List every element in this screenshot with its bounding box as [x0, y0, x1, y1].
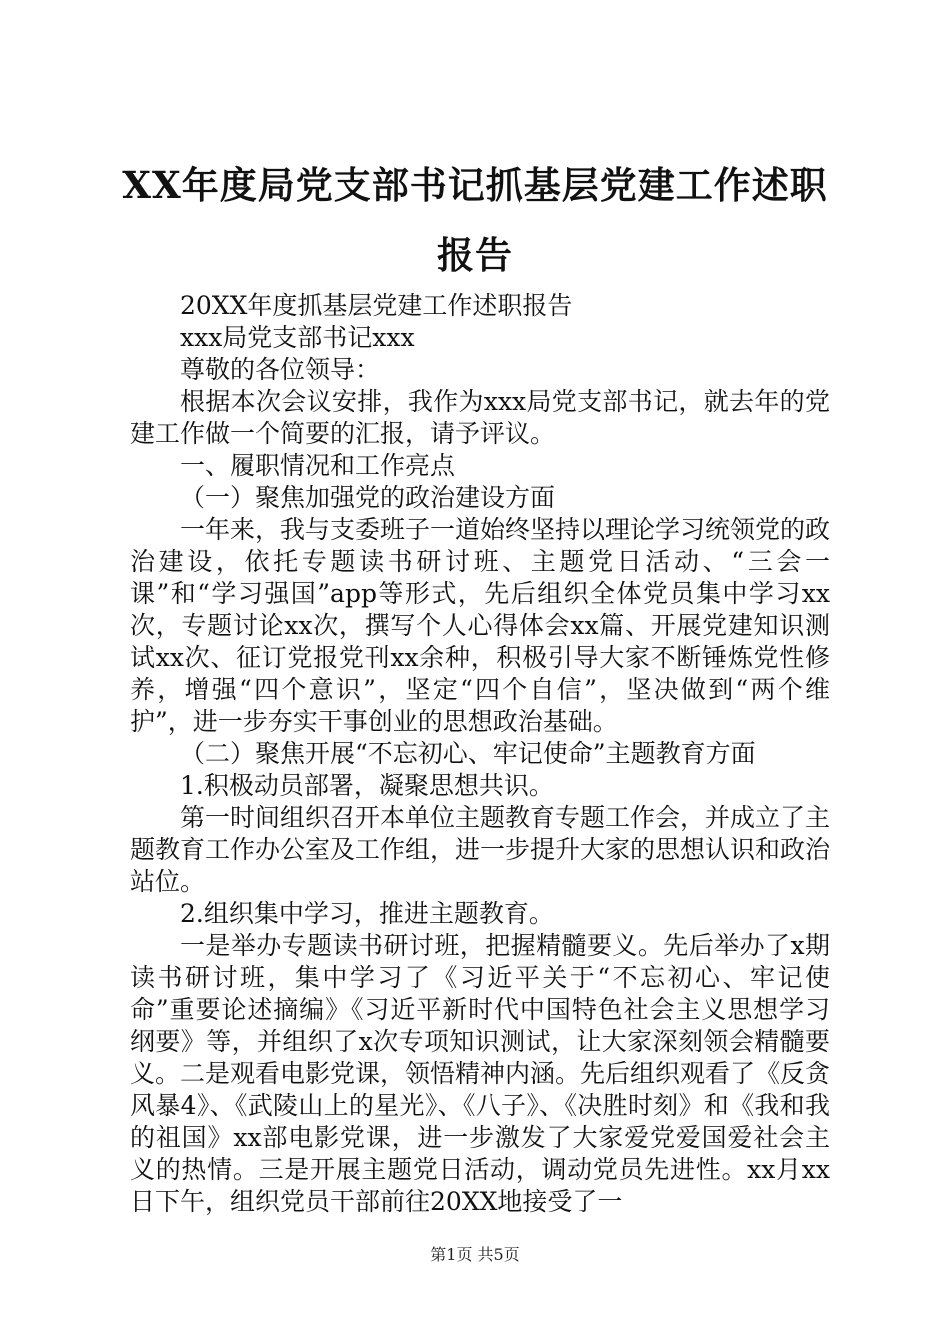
paragraph: 20XX年度抓基层党建工作述职报告 — [180, 291, 573, 320]
section-heading: 一、履职情况和工作亮点 — [180, 451, 456, 480]
paragraph: 尊敬的各位领导： — [180, 355, 381, 384]
subsection-heading: （一）聚焦加强党的政治建设方面 — [180, 483, 556, 512]
paragraph: xxx局党支部书记xxx — [180, 323, 415, 352]
paragraph: 一年来，我与支委班子一道始终坚持以理论学习统领党的政治建设，依托专题读书研讨班、主题党日活动、“三会一课”和“学习强国”app等形式，先后组织全体党员集中学习xx次，专题讨论xx次，撰写个人心得体会xx篇、开展党建知识测试xx次、征订党报党刊xx余种，积极引导大家不断锤炼党性修养，增强“四个意识”，坚定“四个自信”，坚决做到“两个维护”，进一步夯实干事创业的思想政治基础。 — [130, 515, 831, 736]
item-heading: 1.积极动员部署，凝聚思想共识。 — [180, 771, 554, 800]
document-title: XX年度局党支部书记抓基层党建工作述职报告 — [122, 163, 828, 277]
paragraph: 根据本次会议安排，我作为xxx局党支部书记，就去年的党建工作做一个简要的汇报，请予评议。 — [130, 387, 830, 448]
paragraph: 一是举办专题读书研讨班，把握精髓要义。先后举办了x期读书研讨班，集中学习了《习近平关于“不忘初心、牢记使命”重要论述摘编》《习近平新时代中国特色社会主义思想学习纲要》等，并组织了x次专项知识测试，让大家深刻领会精髓要义。二是观看电影党课，领悟精神内涵。先后组织观看了《反贪风暴4》、《武陵山上的星光》、《八子》、《决胜时刻》和《我和我的祖国》xx部电影党课，进一步激发了大家爱党爱国爱社会主义的热情。三是开展主题党日活动，调动党员先进性。xx月xx日下午，组织党员干部前往20XX地接受了一 — [130, 931, 831, 1216]
page-footer: 第1页 共5页 — [430, 1245, 520, 1264]
paragraph: 第一时间组织召开本单位主题教育专题工作会，并成立了主题教育工作办公室及工作组，进一步提升大家的思想认识和政治站位。 — [130, 803, 831, 896]
subsection-heading: （二）聚焦开展“不忘初心、牢记使命”主题教育方面 — [180, 739, 756, 768]
item-heading: 2.组织集中学习，推进主题教育。 — [180, 899, 554, 928]
document-body — [130, 290, 830, 1218]
